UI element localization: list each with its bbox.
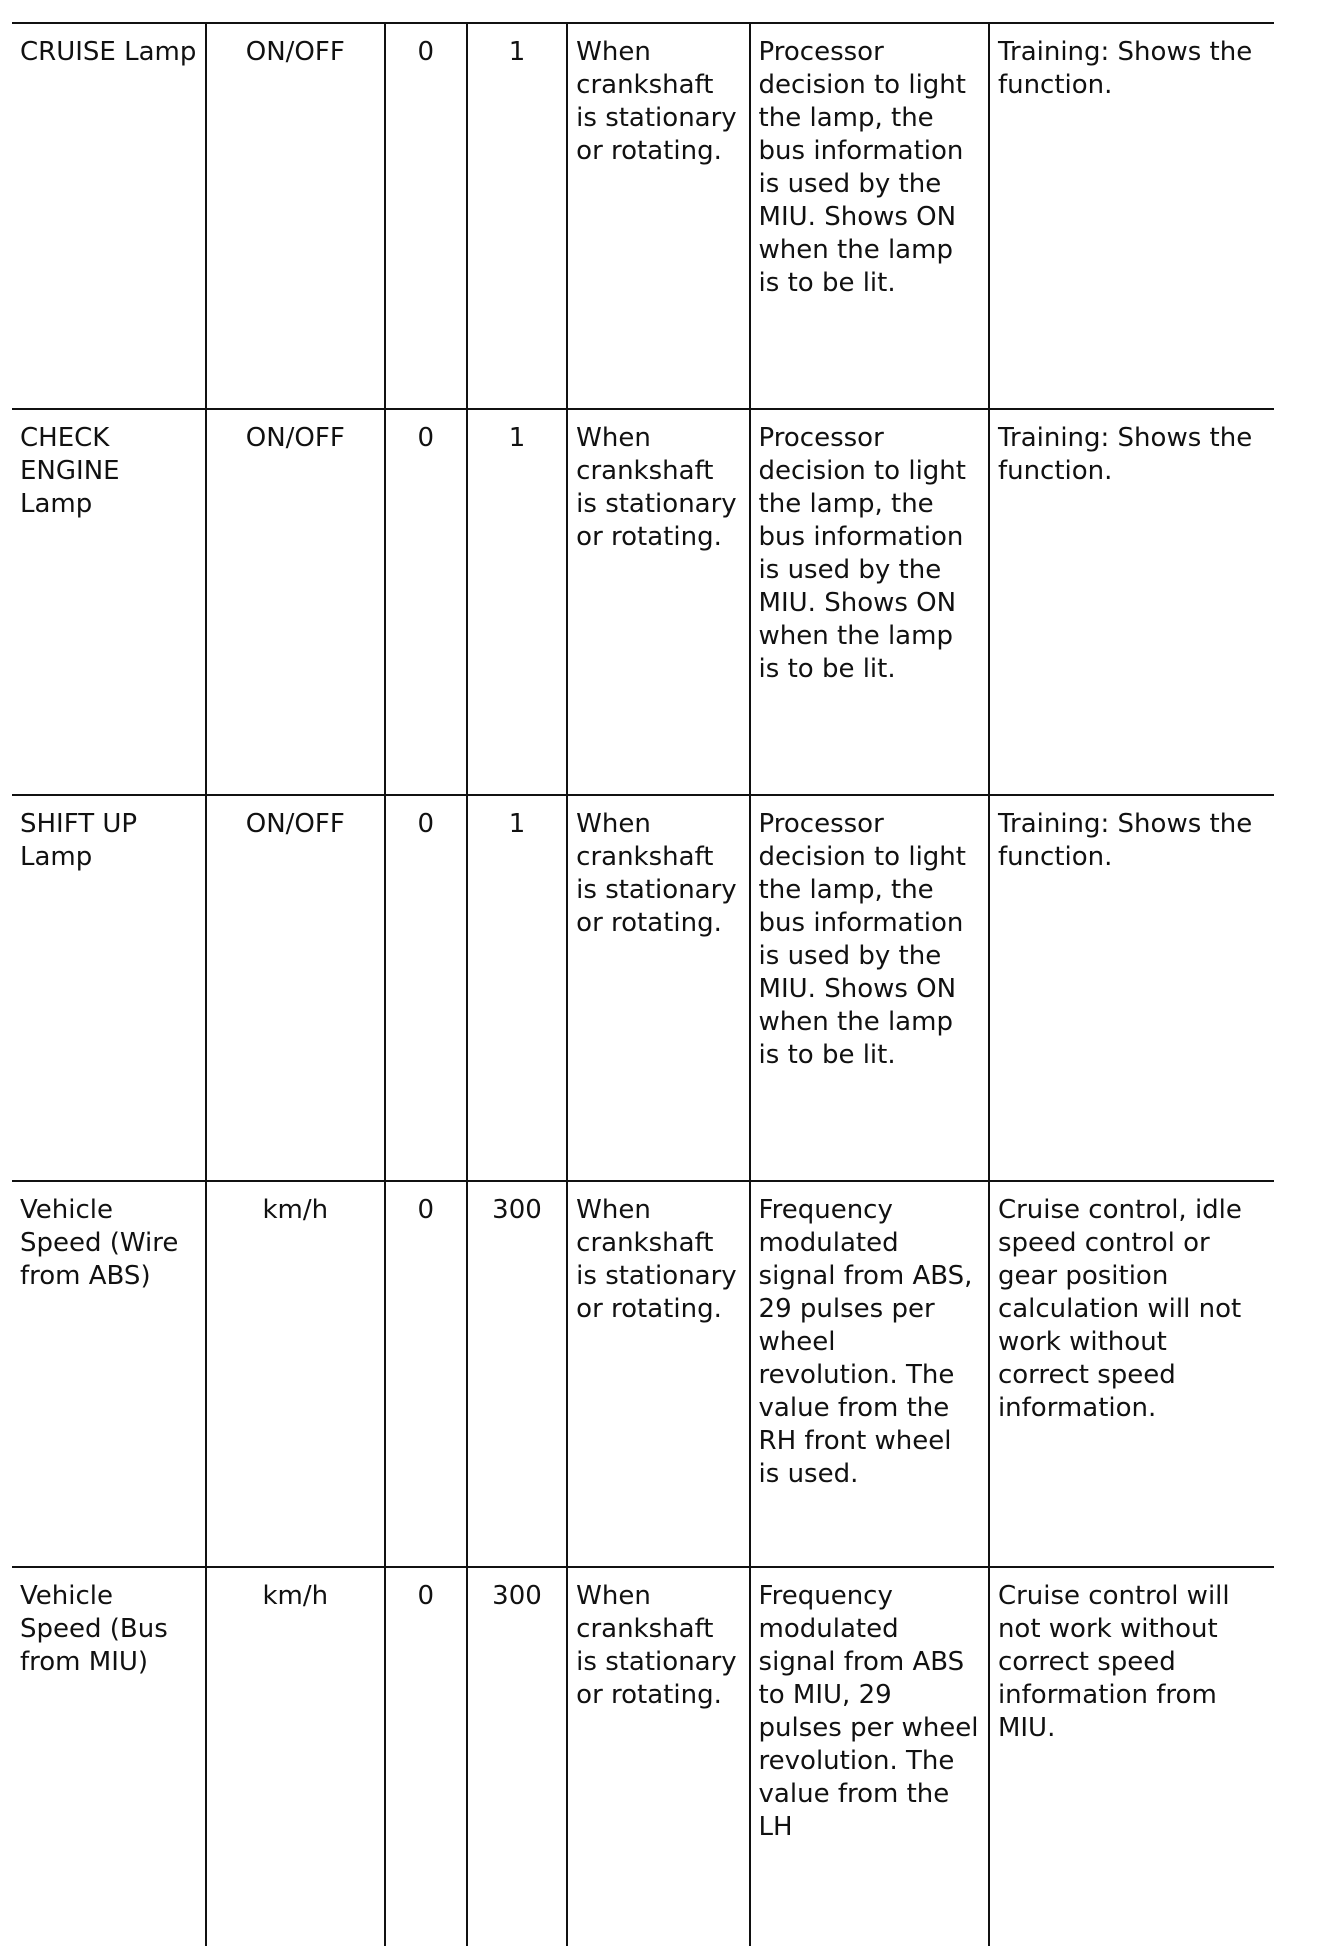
- description-cell: [750, 795, 989, 1181]
- condition-cell: [567, 1567, 749, 1946]
- unit: ON/OFF: [245, 37, 345, 67]
- min-cell: [385, 1567, 467, 1946]
- condition-cell: [567, 1181, 749, 1567]
- note: Cruise control will not work without correct speed information from MIU.: [997, 1581, 1230, 1743]
- min-cell: [385, 23, 467, 409]
- note: Training: Shows the function.: [997, 423, 1253, 486]
- max-value: 300: [492, 1581, 542, 1611]
- table-row: [12, 1181, 1274, 1567]
- condition: When crankshaft is stationary or rotating.: [576, 809, 737, 938]
- condition-cell: [567, 409, 749, 795]
- min-value: 0: [417, 1195, 435, 1225]
- table-row: [12, 409, 1274, 795]
- max-cell: [467, 795, 567, 1181]
- min-cell: [385, 1181, 467, 1567]
- parameter-name-cell: [12, 795, 206, 1181]
- description: Processor decision to light the lamp, the bus information is used by the MIU. Shows ON when the lamp is to be lit.: [758, 423, 966, 684]
- max-cell: [467, 409, 567, 795]
- parameter-table: [12, 22, 1274, 1946]
- min-cell: [385, 795, 467, 1181]
- note-cell: [989, 1567, 1274, 1946]
- parameter-name-cell: [12, 1567, 206, 1946]
- parameter-name: CHECK ENGINE Lamp: [20, 423, 120, 519]
- max-cell: [467, 1567, 567, 1946]
- description: Frequency modulated signal from ABS to MIU, 29 pulses per wheel revolution. The value from the LH: [758, 1581, 979, 1842]
- unit: km/h: [262, 1195, 329, 1225]
- parameter-name: CRUISE Lamp: [20, 37, 197, 67]
- description: Processor decision to light the lamp, the bus information is used by the MIU. Shows ON when the lamp is to be lit.: [758, 809, 966, 1070]
- note-cell: [989, 1181, 1274, 1567]
- note: Training: Shows the function.: [997, 37, 1253, 100]
- parameter-name: Vehicle Speed (Wire from ABS): [20, 1195, 179, 1291]
- min-value: 0: [417, 1581, 435, 1611]
- max-value: 1: [508, 37, 526, 67]
- note: Cruise control, idle speed control or gear position calculation will not work without correct speed information.: [997, 1195, 1242, 1423]
- min-value: 0: [417, 809, 435, 839]
- condition: When crankshaft is stationary or rotating.: [576, 1195, 737, 1324]
- description-cell: [750, 409, 989, 795]
- min-value: 0: [417, 423, 435, 453]
- max-cell: [467, 23, 567, 409]
- table-row: [12, 23, 1274, 409]
- unit: km/h: [262, 1581, 329, 1611]
- unit-cell: [206, 1567, 385, 1946]
- parameter-name-cell: [12, 409, 206, 795]
- max-cell: [467, 1181, 567, 1567]
- condition-cell: [567, 23, 749, 409]
- unit: ON/OFF: [245, 423, 345, 453]
- condition: When crankshaft is stationary or rotating.: [576, 1581, 737, 1710]
- note: Training: Shows the function.: [997, 809, 1253, 872]
- unit-cell: [206, 409, 385, 795]
- unit: ON/OFF: [245, 809, 345, 839]
- description: Frequency modulated signal from ABS, 29 pulses per wheel revolution. The value from the RH front wheel is used.: [758, 1195, 973, 1489]
- min-cell: [385, 409, 467, 795]
- max-value: 1: [508, 423, 526, 453]
- condition: When crankshaft is stationary or rotating.: [576, 37, 737, 166]
- unit-cell: [206, 1181, 385, 1567]
- max-value: 300: [492, 1195, 542, 1225]
- table-row: [12, 795, 1274, 1181]
- condition: When crankshaft is stationary or rotating.: [576, 423, 737, 552]
- note-cell: [989, 409, 1274, 795]
- max-value: 1: [508, 809, 526, 839]
- parameter-name: Vehicle Speed (Bus from MIU): [20, 1581, 168, 1677]
- parameter-name-cell: [12, 23, 206, 409]
- description-cell: [750, 23, 989, 409]
- min-value: 0: [417, 37, 435, 67]
- note-cell: [989, 795, 1274, 1181]
- unit-cell: [206, 23, 385, 409]
- description-cell: [750, 1567, 989, 1946]
- condition-cell: [567, 795, 749, 1181]
- parameter-name-cell: [12, 1181, 206, 1567]
- unit-cell: [206, 795, 385, 1181]
- parameter-name: SHIFT UP Lamp: [20, 809, 138, 872]
- table-row: [12, 1567, 1274, 1946]
- note-cell: [989, 23, 1274, 409]
- description: Processor decision to light the lamp, the bus information is used by the MIU. Shows ON when the lamp is to be lit.: [758, 37, 966, 298]
- description-cell: [750, 1181, 989, 1567]
